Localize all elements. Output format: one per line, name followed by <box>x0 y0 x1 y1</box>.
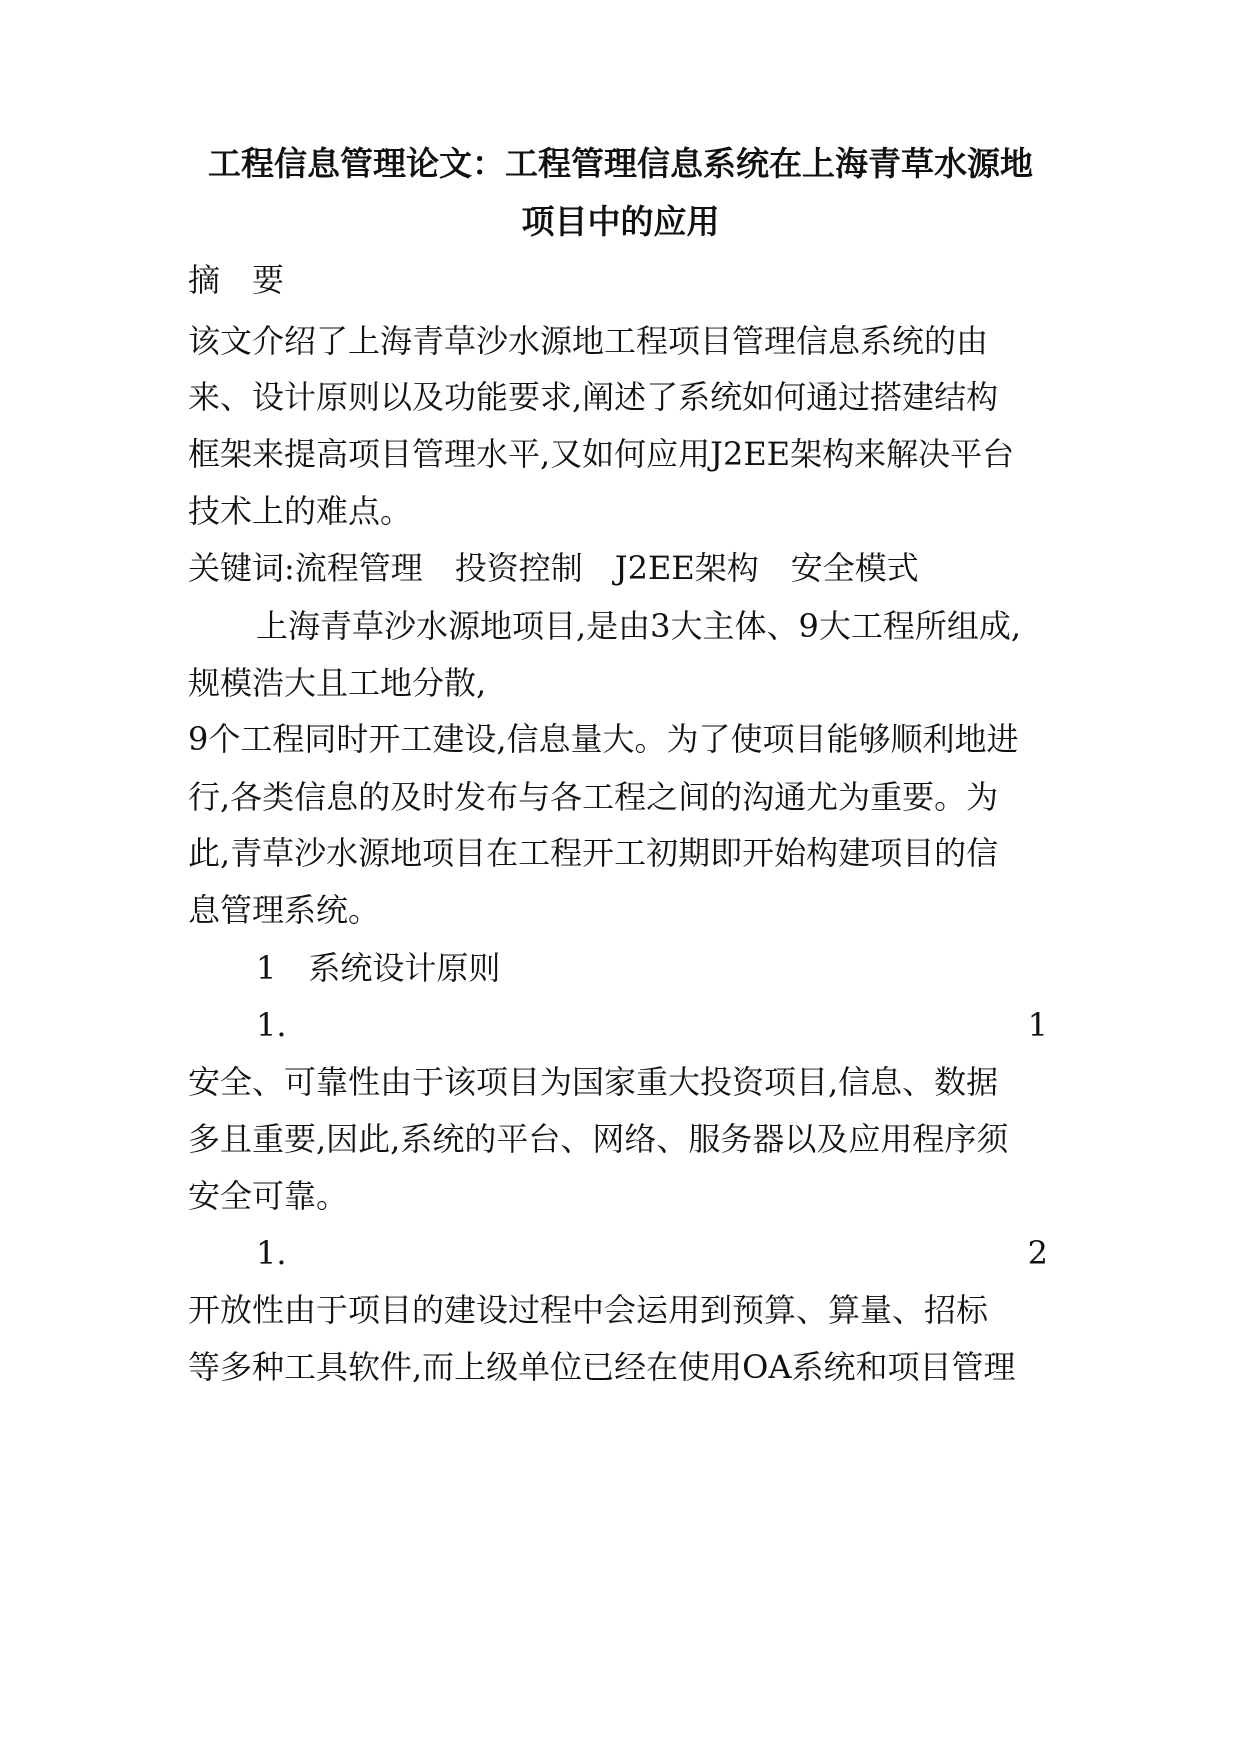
item-line: 开放性由于项目的建设过程中会运用到预算、算量、招标 <box>188 1291 989 1329</box>
body-paragraph-line: 规模浩大且工地分散, <box>188 664 487 702</box>
body-paragraph-line: 此,青草沙水源地项目在工程开工初期即开始构建项目的信 <box>188 834 999 872</box>
body-paragraph-line: 息管理系统。 <box>188 891 381 929</box>
body-paragraph-line: 9个工程同时开工建设,信息量大。为了使项目能够顺利地进 <box>188 720 1019 758</box>
body-paragraph-line: 上海青草沙水源地项目,是由3大主体、9大工程所组成, <box>256 607 1022 645</box>
item-line: 等多种工具软件,而上级单位已经在使用OA系统和项目管理 <box>188 1348 1016 1386</box>
document-title-line-2: 项目中的应用 <box>521 202 720 241</box>
keywords-line: 关键词:流程管理 投资控制 J2EE架构 安全模式 <box>188 549 919 587</box>
abstract-line: 框架来提高项目管理水平,又如何应用J2EE架构来解决平台 <box>188 435 1015 473</box>
document-title-line-1: 工程信息管理论文：工程管理信息系统在上海青草水源地 <box>208 144 1033 183</box>
abstract-line: 技术上的难点。 <box>188 492 413 530</box>
item-line: 安全、可靠性由于该项目为国家重大投资项目,信息、数据 <box>188 1063 999 1101</box>
abstract-line: 来、设计原则以及功能要求,阐述了系统如何通过搭建结构 <box>188 378 999 416</box>
section-heading: 1 系统设计原则 <box>256 949 501 987</box>
item-line: 安全可靠。 <box>188 1177 349 1215</box>
item-number: 1 <box>1027 1006 1048 1044</box>
item-prefix: 1. <box>256 1006 287 1044</box>
item-line: 多且重要,因此,系统的平台、网络、服务器以及应用程序须 <box>188 1120 1009 1158</box>
abstract-heading: 摘 要 <box>188 261 285 299</box>
item-prefix: 1. <box>256 1234 287 1272</box>
abstract-line: 该文介绍了上海青草沙水源地工程项目管理信息系统的由 <box>188 322 989 360</box>
item-number: 2 <box>1027 1234 1048 1272</box>
body-paragraph-line: 行,各类信息的及时发布与各工程之间的沟通尤为重要。为 <box>188 778 999 816</box>
